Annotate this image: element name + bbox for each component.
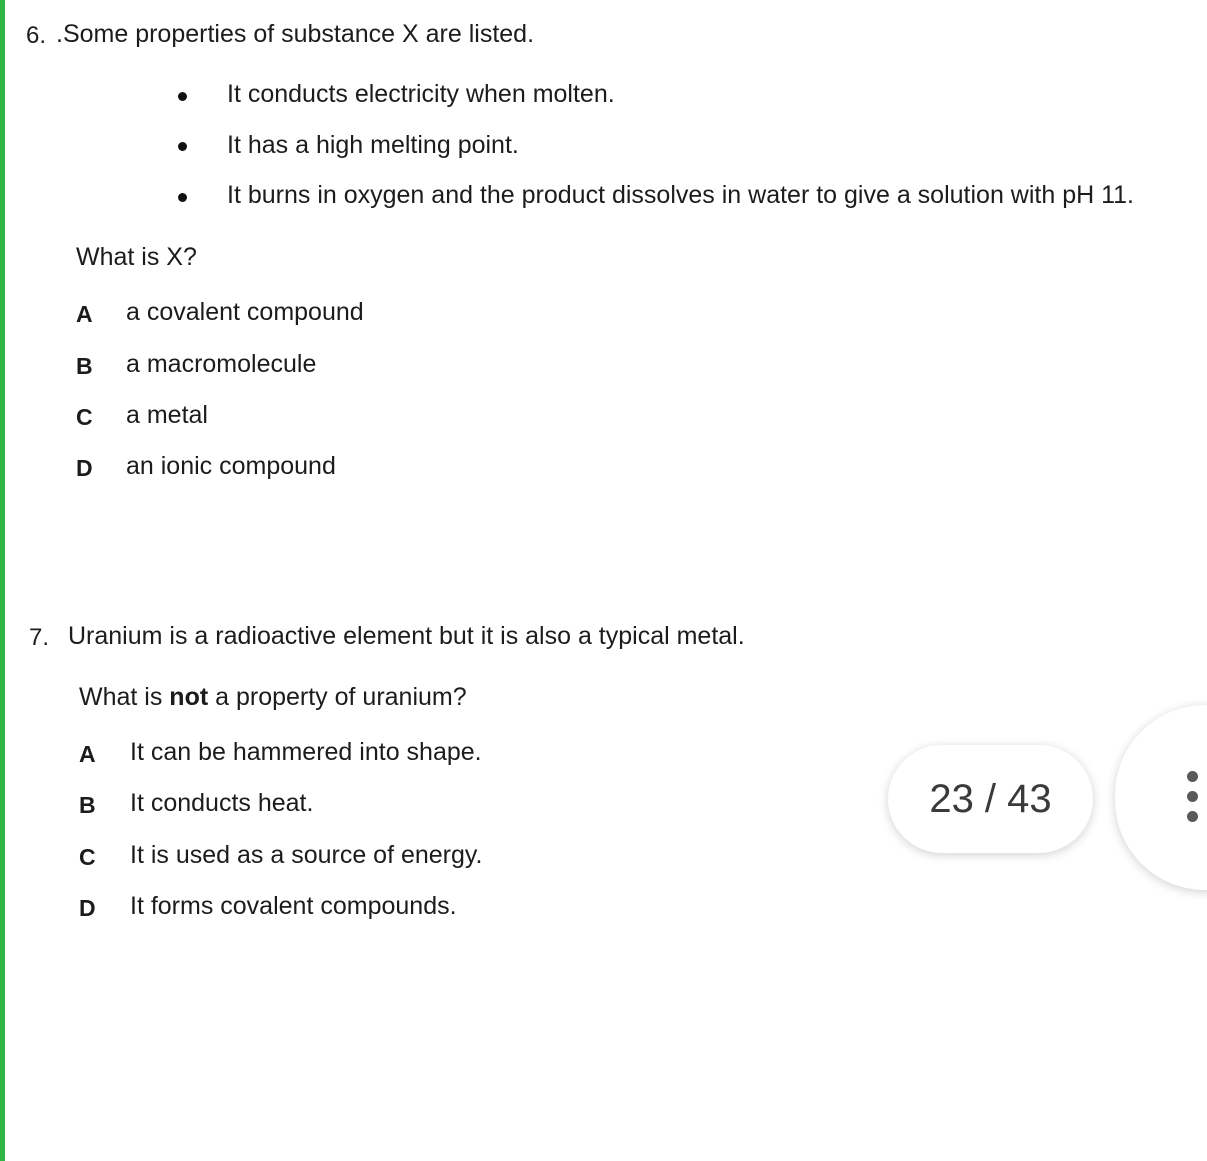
- option-letter: C: [76, 404, 93, 430]
- option-letter: B: [79, 792, 96, 818]
- list-item: It has a high melting point.: [227, 131, 519, 159]
- option-text: a covalent compound: [126, 298, 364, 326]
- option-text: an ionic compound: [126, 452, 336, 480]
- left-accent-bar: [0, 0, 5, 1161]
- option-letter: D: [79, 895, 96, 921]
- option-letter: B: [76, 353, 93, 379]
- bullet-icon: [178, 142, 187, 151]
- question-stem: .Some properties of substance X are listed.: [56, 20, 535, 48]
- option-text: It is used as a source of energy.: [130, 841, 483, 869]
- option-letter: D: [76, 455, 93, 481]
- bullet-icon: [178, 193, 187, 202]
- dot-icon: [1187, 811, 1198, 822]
- prompt-text: a property of uranium?: [208, 683, 467, 711]
- question-prompt: [79, 683, 467, 712]
- option-text: It can be hammered into shape.: [130, 738, 482, 766]
- option-text: a macromolecule: [126, 350, 317, 378]
- option-text: a metal: [126, 401, 208, 429]
- question-prompt: What is X?: [76, 243, 197, 271]
- bullet-icon: [178, 92, 187, 101]
- option-letter: A: [76, 301, 93, 327]
- page-indicator[interactable]: [888, 745, 1093, 853]
- prompt-emphasis: not: [169, 683, 209, 711]
- option-text: It forms covalent compounds.: [130, 892, 457, 920]
- list-item: It burns in oxygen and the product dissolves in water to give a solution with pH 11.: [227, 181, 1134, 209]
- prompt-text: What is: [79, 683, 170, 711]
- option-letter: A: [79, 741, 96, 767]
- question-stem: Uranium is a radioactive element but it is also a typical metal.: [68, 622, 745, 650]
- question-number: 6.: [26, 22, 47, 49]
- dot-icon: [1187, 771, 1198, 782]
- option-letter: C: [79, 844, 96, 870]
- list-item: It conducts electricity when molten.: [227, 80, 615, 108]
- dot-icon: [1187, 791, 1198, 802]
- option-text: It conducts heat.: [130, 789, 314, 817]
- question-number: 7.: [29, 624, 50, 651]
- page-indicator-text: 23 / 43: [929, 776, 1052, 821]
